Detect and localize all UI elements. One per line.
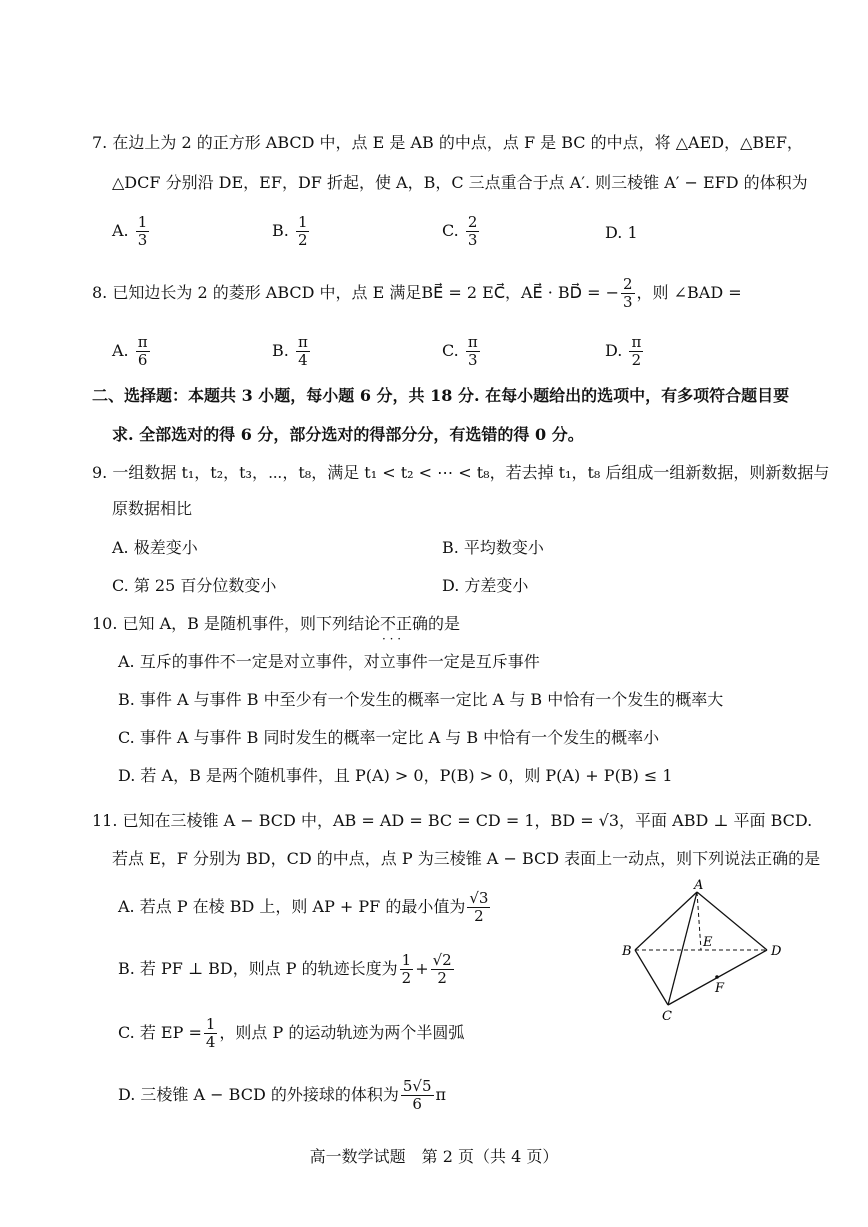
q8-option-d [605,334,645,369]
label-f: F [715,981,725,996]
q8-vector-expr: BE⃗ = 2 EC⃗，AE⃗ · BD⃗ = − [421,283,619,302]
fraction [296,214,310,249]
q11-line2: 若点 E，F 分别为 BD，CD 的中点，点 P 为三棱锥 A − BCD 表面上一动点，则下列说法正确的是 [112,849,821,868]
fraction [136,214,150,249]
denominator: 3 [137,231,148,249]
q9-option-b: B. 平均数变小 [442,538,544,557]
q11-option-b [118,952,456,987]
denominator: 2 [297,231,308,249]
option-label: B. [272,341,289,360]
option-value: 1 [627,223,638,242]
q10-text-post: 的是 [428,614,461,633]
q9-option-a: A. 极差变小 [112,538,198,557]
numerator: π [631,333,642,351]
q7-option-d [605,222,638,244]
denominator: 2 [401,969,412,987]
q11-option-d [118,1078,446,1113]
q11-line1: 11. 已知在三棱锥 A − BCD 中，AB = AD = BC = CD = 1，BD = √3，平面 ABD ⊥ 平面 BCD. [92,811,813,830]
plus-sign: + [415,959,429,978]
q7-option-c [442,214,481,249]
edge-ab [635,892,697,950]
numerator: 1 [205,1015,216,1033]
option-label: D. [605,223,623,242]
edge-bc [635,950,668,1005]
option-text-post: ，则点 P 的运动轨迹为两个半圆弧 [219,1023,465,1042]
denominator: 4 [205,1033,216,1051]
label-a: A [694,878,704,893]
q10-option-b: B. 事件 A 与事件 B 中至少有一个发生的概率一定比 A 与 B 中恰有一个发生的概率大 [118,690,724,709]
numerator: 1 [137,213,148,231]
q7-option-a [112,214,151,249]
option-label: C. [442,221,459,240]
fraction [296,334,310,369]
fraction [629,334,643,369]
option-label: C. [442,341,459,360]
q8-option-c [442,334,482,369]
fraction [621,276,635,311]
numerator: √2 [432,951,452,969]
q7-line1: 7. 在边上为 2 的正方形 ABCD 中，点 E 是 AB 的中点，点 F 是 BC 的中点，将 △AED，△BEF， [92,133,803,152]
denominator: 3 [622,293,633,311]
q8-text-pre: 8. 已知边长为 2 的菱形 ABCD 中，点 E 满足 [92,283,422,302]
fraction [431,952,454,987]
numerator: 1 [401,951,412,969]
denominator: 3 [468,351,478,369]
edge-ac [668,892,697,1005]
denominator: 6 [137,351,148,369]
q7-line2: △DCF 分别沿 DE，EF，DF 折起，使 A，B，C 三点重合于点 A′. 则三棱锥 A′ − EFD 的体积为 [112,173,808,192]
option-text: D. 三棱锥 A − BCD 的外接球的体积为 [118,1085,399,1104]
fraction [466,334,480,369]
label-b: B [622,944,632,959]
fraction [401,1078,434,1113]
label-d: D [771,944,782,959]
fraction [204,1016,218,1051]
numerator: π [297,333,308,351]
q8-option-b [272,334,312,369]
denominator: 2 [437,969,447,987]
label-c: C [662,1009,672,1023]
q8-text-post: ，则 ∠BAD = [636,283,742,302]
tetrahedron-figure [615,878,795,1023]
numerator: π [137,333,148,351]
point-f [715,975,719,979]
q10-emphasis: 不正确 · · · [380,614,428,633]
option-label: D. [605,341,623,360]
numerator: π [467,333,478,351]
numerator: 5√5 [402,1077,432,1095]
q10-option-c: C. 事件 A 与事件 B 同时发生的概率一定比 A 与 B 中恰有一个发生的概率小 [118,728,660,747]
option-text: B. 若 PF ⊥ BD，则点 P 的轨迹长度为 [118,959,398,978]
numerator: 1 [297,213,308,231]
page-footer: 高一数学试题 第 2 页（共 4 页） [309,1147,559,1166]
option-text-post: π [435,1085,447,1104]
q9-line2: 原数据相比 [112,499,193,518]
q10-text-pre: 10. 已知 A，B 是随机事件，则下列结论 [92,614,381,633]
option-text: C. 若 EP = [118,1023,202,1042]
q9-line1: 9. 一组数据 t₁，t₂，t₃，⋯，t₈，满足 t₁ < t₂ < ⋯ < t₈，若去掉 t₁，t₈ 后组成一组新数据，则新数据与 [92,463,830,482]
q11-option-c [118,1016,464,1051]
denominator: 3 [467,231,478,249]
denominator: 4 [298,351,308,369]
q8-option-a [112,334,152,369]
numerator: 2 [622,275,633,293]
denominator: 6 [412,1095,422,1113]
section-heading-line1: 二、选择题：本题共 3 小题，每小题 6 分，共 18 分. 在每小题给出的选项中，有多项符合题目要 [92,386,790,405]
option-label: A. [112,341,129,360]
label-e: E [703,935,713,950]
numerator: √3 [469,889,489,907]
q8-line [92,276,742,311]
q7-option-b [272,214,311,249]
fraction [466,214,480,249]
q10-option-d: D. 若 A，B 是两个随机事件，且 P(A) > 0，P(B) > 0，则 P(A) + P(B) ≤ 1 [118,766,673,785]
numerator: 2 [467,213,478,231]
segment-ae-hidden [697,892,701,950]
q10-stem [92,613,460,635]
denominator: 2 [474,907,484,925]
option-text: A. 若点 P 在棱 BD 上，则 AP + PF 的最小值为 [118,897,466,916]
option-label: B. [272,221,289,240]
q10-option-a: A. 互斥的事件不一定是对立事件，对立事件一定是互斥事件 [118,652,540,671]
q11-option-a [118,890,492,925]
q9-option-d: D. 方差变小 [442,576,529,595]
fraction [136,334,150,369]
fraction [467,890,490,925]
q9-option-c: C. 第 25 百分位数变小 [112,576,277,595]
fraction [400,952,414,987]
option-label: A. [112,221,129,240]
section-heading-line2: 求. 全部选对的得 6 分，部分选对的得部分分，有选错的得 0 分。 [112,425,584,444]
denominator: 2 [631,351,642,369]
